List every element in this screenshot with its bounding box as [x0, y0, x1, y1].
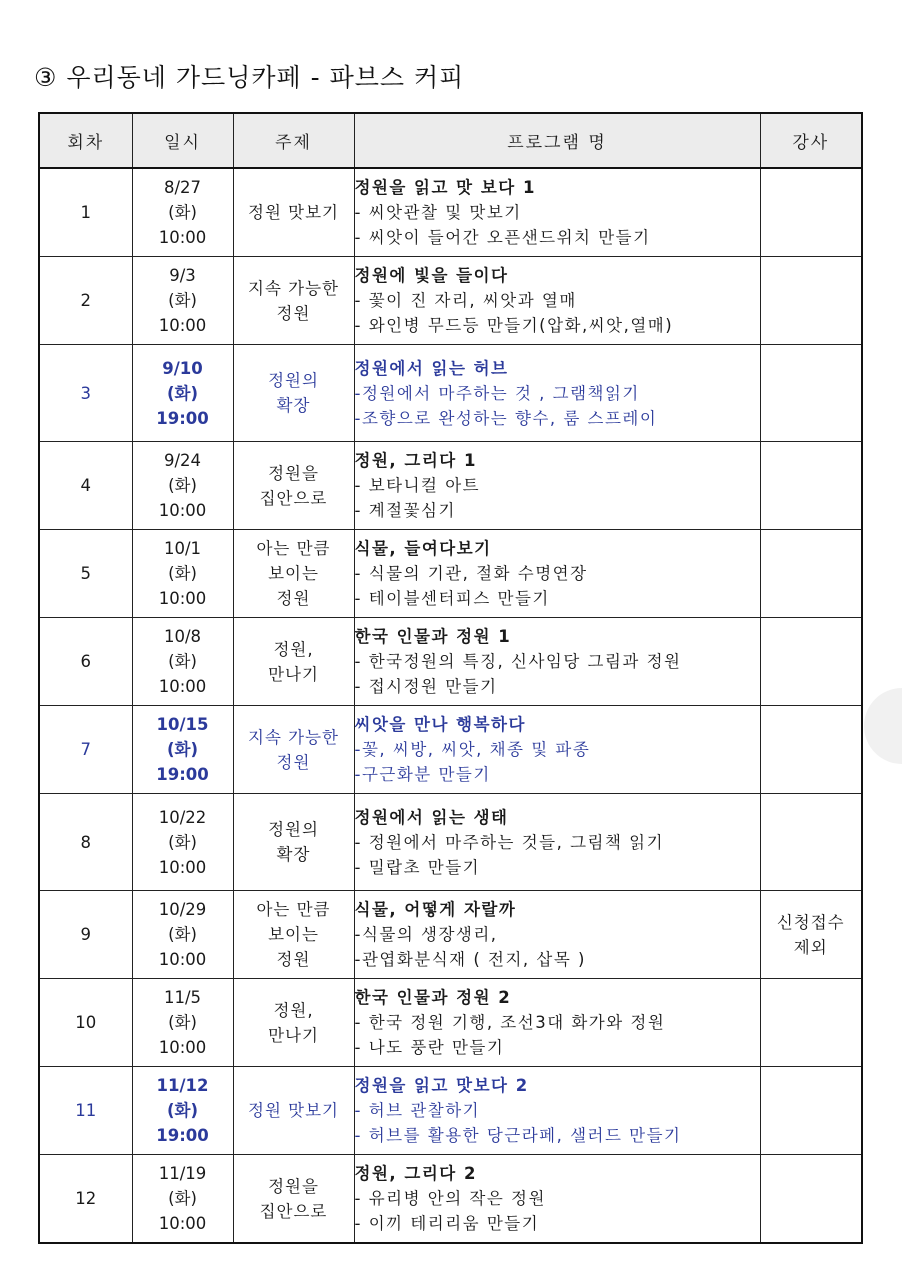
program-title: 정원, 그리다 1 [354, 451, 477, 470]
program-detail-line: - 씨앗관찰 및 맛보기 [354, 203, 522, 222]
program-detail-line: -꽃, 씨방, 씨앗, 채종 및 파종 [354, 740, 591, 759]
side-scroll-tab[interactable] [864, 688, 902, 764]
program-detail-line: -정원에서 마주하는 것 , 그램책읽기 [354, 383, 640, 403]
table-body [39, 168, 862, 1243]
session-date: 8/27 (화) 10:00 [132, 168, 233, 257]
table-row [39, 979, 862, 1067]
table-row [39, 1155, 862, 1244]
session-theme: 정원의 확장 [233, 345, 354, 442]
table-row [39, 345, 862, 442]
program-title: 한국 인물과 정원 2 [354, 988, 512, 1007]
session-number: 4 [39, 442, 132, 530]
session-theme: 정원을 집안으로 [233, 1155, 354, 1244]
program-title: 식물, 어떻게 자랄까 [354, 900, 517, 919]
session-date: 9/24 (화) 10:00 [132, 442, 233, 530]
program-detail-line: - 꽃이 진 자리, 씨앗과 열매 [354, 291, 577, 310]
program-detail-line: - 씨앗이 들어간 오픈샌드위치 만들기 [354, 228, 651, 247]
header-session: 회차 [39, 113, 132, 168]
program-cell [354, 442, 760, 530]
session-theme: 지속 가능한 정원 [233, 257, 354, 345]
program-detail-line: - 한국정원의 특징, 신사임당 그림과 정원 [354, 652, 682, 671]
session-date: 11/5 (화) 10:00 [132, 979, 233, 1067]
table-header-row [39, 113, 862, 168]
instructor-cell [760, 442, 862, 530]
program-cell [354, 618, 760, 706]
program-cell [354, 345, 760, 442]
program-detail-line: - 밀랍초 만들기 [354, 857, 481, 877]
table-row [39, 706, 862, 794]
program-detail-line: - 식물의 기관, 절화 수명연장 [354, 564, 588, 583]
program-title: 정원에서 읽는 생태 [354, 807, 509, 827]
header-theme: 주제 [233, 113, 354, 168]
session-theme: 아는 만큼 보이는 정원 [233, 530, 354, 618]
table-row [39, 530, 862, 618]
instructor-cell [760, 168, 862, 257]
session-number: 2 [39, 257, 132, 345]
program-detail-line: - 허브 관찰하기 [354, 1101, 481, 1120]
session-date: 11/19 (화) 10:00 [132, 1155, 233, 1244]
program-detail-line: - 유리병 안의 작은 정원 [354, 1189, 546, 1208]
program-cell [354, 891, 760, 979]
session-theme: 정원, 만나기 [233, 979, 354, 1067]
header-instructor: 강사 [760, 113, 862, 168]
session-date: 10/22 (화) 10:00 [132, 794, 233, 891]
session-number: 3 [39, 345, 132, 442]
table-row [39, 794, 862, 891]
program-detail-line: - 정원에서 마주하는 것들, 그림책 읽기 [354, 832, 665, 852]
program-cell [354, 794, 760, 891]
program-title: 식물, 들여다보기 [354, 539, 492, 558]
program-detail-line: -관엽화분식재 ( 전지, 삽목 ) [354, 950, 586, 969]
session-date: 9/3 (화) 10:00 [132, 257, 233, 345]
session-theme: 정원을 집안으로 [233, 442, 354, 530]
session-number: 12 [39, 1155, 132, 1244]
program-schedule-table [38, 112, 863, 1244]
program-detail-line: - 허브를 활용한 당근라페, 샐러드 만들기 [354, 1126, 682, 1145]
instructor-cell [760, 345, 862, 442]
session-theme: 정원, 만나기 [233, 618, 354, 706]
program-title: 한국 인물과 정원 1 [354, 627, 512, 646]
session-theme: 지속 가능한 정원 [233, 706, 354, 794]
session-number: 11 [39, 1067, 132, 1155]
program-detail-line: - 보타니컬 아트 [354, 476, 481, 495]
program-detail-line: - 접시정원 만들기 [354, 677, 498, 696]
instructor-cell [760, 979, 862, 1067]
program-cell [354, 530, 760, 618]
program-detail-line: -식물의 생장생리, [354, 925, 498, 944]
table-row [39, 257, 862, 345]
instructor-cell [760, 706, 862, 794]
session-number: 1 [39, 168, 132, 257]
instructor-cell [760, 530, 862, 618]
program-detail-line: -조향으로 완성하는 향수, 룸 스프레이 [354, 408, 658, 428]
session-number: 9 [39, 891, 132, 979]
session-date: 10/8 (화) 10:00 [132, 618, 233, 706]
instructor-cell [760, 1155, 862, 1244]
table-row [39, 168, 862, 257]
session-theme: 정원 맛보기 [233, 1067, 354, 1155]
program-detail-line: - 계절꽃심기 [354, 501, 456, 520]
table-row [39, 1067, 862, 1155]
instructor-cell [760, 1067, 862, 1155]
instructor-cell [760, 257, 862, 345]
session-date: 10/15 (화) 19:00 [132, 706, 233, 794]
instructor-cell [760, 618, 862, 706]
table-row [39, 891, 862, 979]
session-theme: 정원 맛보기 [233, 168, 354, 257]
session-number: 5 [39, 530, 132, 618]
session-number: 8 [39, 794, 132, 891]
program-detail-line: - 한국 정원 기행, 조선3대 화가와 정원 [354, 1013, 666, 1032]
session-date: 9/10 (화) 19:00 [132, 345, 233, 442]
program-title: 정원에서 읽는 허브 [354, 358, 509, 378]
program-title: 정원, 그리다 2 [354, 1164, 477, 1183]
session-date: 10/29 (화) 10:00 [132, 891, 233, 979]
session-number: 7 [39, 706, 132, 794]
program-title: 씨앗을 만나 행복하다 [354, 715, 526, 734]
program-cell [354, 706, 760, 794]
program-title: 정원을 읽고 맛 보다 1 [354, 178, 536, 197]
table-row [39, 618, 862, 706]
program-detail-line: - 와인병 무드등 만들기(압화,씨앗,열매) [354, 316, 674, 335]
program-cell [354, 1155, 760, 1244]
session-theme: 정원의 확장 [233, 794, 354, 891]
page-title: ③ 우리동네 가드닝카페 - 파브스 커피 [34, 63, 465, 92]
program-cell [354, 257, 760, 345]
program-cell [354, 168, 760, 257]
session-number: 10 [39, 979, 132, 1067]
session-number: 6 [39, 618, 132, 706]
program-cell [354, 1067, 760, 1155]
program-detail-line: - 나도 풍란 만들기 [354, 1038, 505, 1057]
program-detail-line: - 테이블센터피스 만들기 [354, 589, 550, 608]
program-title: 정원을 읽고 맛보다 2 [354, 1076, 529, 1095]
instructor-cell [760, 794, 862, 891]
table-row [39, 442, 862, 530]
header-program-name: 프로그램 명 [354, 113, 760, 168]
session-date: 10/1 (화) 10:00 [132, 530, 233, 618]
session-theme: 아는 만큼 보이는 정원 [233, 891, 354, 979]
program-detail-line: -구근화분 만들기 [354, 765, 491, 784]
program-detail-line: - 이끼 테리리움 만들기 [354, 1214, 540, 1233]
session-date: 11/12 (화) 19:00 [132, 1067, 233, 1155]
program-cell [354, 979, 760, 1067]
instructor-cell: 신청접수 제외 [760, 891, 862, 979]
program-title: 정원에 빛을 들이다 [354, 266, 509, 285]
header-date: 일시 [132, 113, 233, 168]
